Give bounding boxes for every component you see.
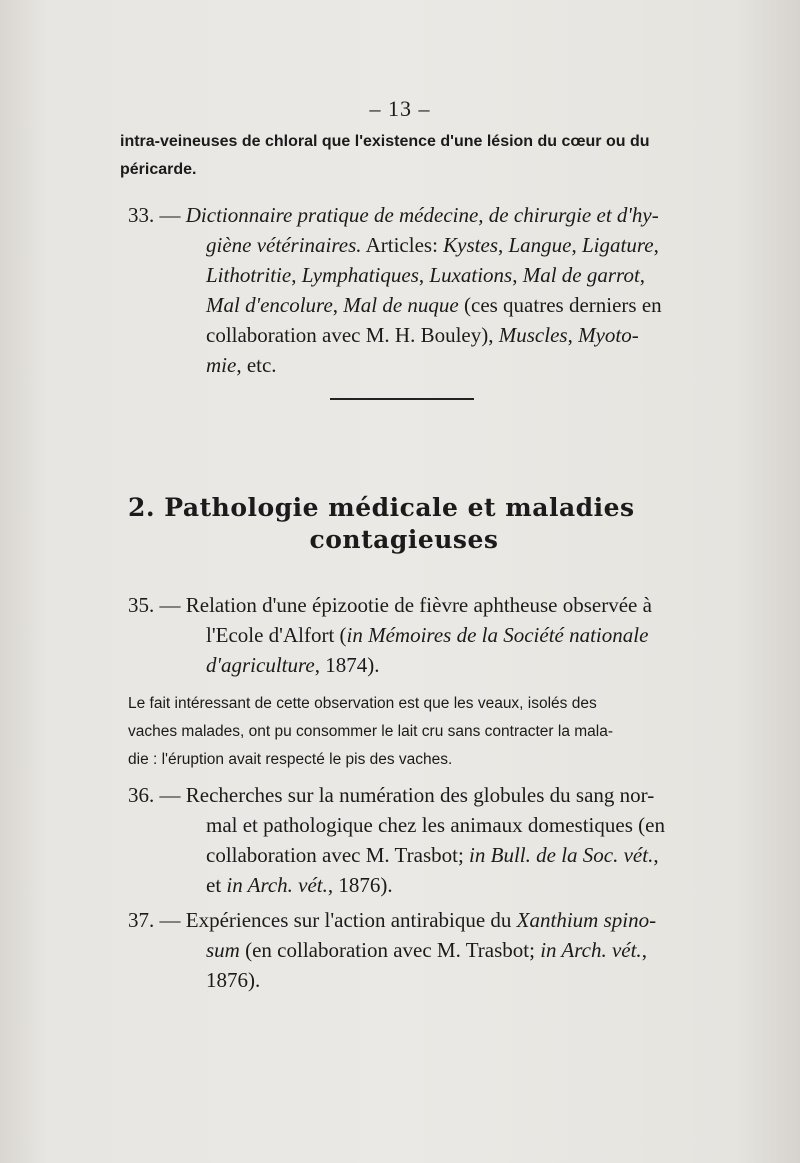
entry-33-line-2: giène vétérinaires. Articles: Kystes, Langue, Ligature, (206, 233, 659, 257)
article-kystes: Kystes (443, 233, 498, 257)
entry-35-text-3a: d'agriculture (206, 653, 315, 677)
entry-33-line-3: Lithotritie, Lymphatiques, Luxations, Mal de garrot, (206, 263, 646, 287)
entry-37 (128, 905, 680, 995)
entry-37-text-2b: (en collaboration avec M. Trasbot; (239, 938, 541, 962)
entry-35-text-1: Relation d'une épizootie de fièvre aphtheuse observée à (180, 593, 652, 617)
entry-36 (128, 780, 680, 900)
entry-37-text-2a: sum (206, 938, 240, 962)
entry-33-etc: , etc. (236, 353, 277, 377)
entry-36-line-1 (128, 780, 680, 810)
entry-37-line-2 (128, 935, 680, 965)
article-lymphatiques: Lymphatiques (301, 263, 419, 287)
note-line-2: vaches malades, ont pu consommer le lait cru sans contracter la mala- (128, 723, 614, 740)
entry-37-text-1b: Xanthium spino- (516, 908, 657, 932)
section-title (128, 492, 680, 556)
entry-35 (128, 590, 680, 680)
entry-33-line-4: Mal d'encolure, Mal de nuque (ces quatres derniers en (206, 293, 662, 317)
entry-33-number: 33. — (128, 203, 181, 227)
entry-33-paren: (ces quatres derniers en (458, 293, 662, 317)
entry-33 (128, 200, 680, 380)
entry-36-text-3b: in Bull. de la Soc. vét. (469, 843, 654, 867)
entry-33-line-1 (128, 200, 680, 230)
entry-37-text-1a: Expériences sur l'action antirabique du (180, 908, 517, 932)
entry-33-title-2: giène vétérinaires. (206, 233, 362, 257)
article-lithotritie: Lithotritie (206, 263, 292, 287)
article-mal-de-nuque: Mal de nuque (343, 293, 459, 317)
article-muscles: Muscles (498, 323, 568, 347)
entry-33-title-1: Dictionnaire pratique de médecine, de chirurgie et d'hy- (185, 203, 659, 227)
article-mal-de-garrot: Mal de garrot (522, 263, 640, 287)
section-title-line-1: 2. Pathologie médicale et maladies (128, 493, 635, 522)
intro-line-1: intra-veineuses de chloral que l'existence d'une lésion du cœur ou du (120, 133, 650, 150)
intro-paragraph (120, 128, 678, 184)
section-title-line-2: contagieuses (309, 525, 499, 554)
entry-35-line-2 (128, 620, 680, 650)
note-line-3: die : l'éruption avait respecté le pis des vaches. (128, 751, 453, 768)
article-luxations: Luxations (429, 263, 513, 287)
note-line-1: Le fait intéressant de cette observation est que les veaux, isolés des (128, 695, 597, 712)
entry-36-text-3c: , (653, 843, 659, 867)
entry-37-text-2d: , (641, 938, 647, 962)
entry-37-number: 37. — (128, 908, 181, 932)
entry-35-text-2b: in Mémoires de la Société nationale (346, 623, 649, 647)
page-number: – 13 – (369, 96, 431, 121)
entry-37-line-1 (128, 905, 680, 935)
entry-35-line-1 (128, 590, 680, 620)
entry-35-note (128, 690, 680, 774)
entry-36-text-4c: , 1876). (327, 873, 393, 897)
entry-37-line-3: 1876). (206, 968, 261, 992)
entry-36-line-2: mal et pathologique chez les animaux domestiques (en (206, 813, 665, 837)
separator-rule (330, 398, 474, 400)
entry-35-text-3b: , 1874). (314, 653, 380, 677)
entry-33-line-6 (128, 350, 680, 380)
article-langue: Langue (508, 233, 572, 257)
entry-33-line-5: collaboration avec M. H. Bouley), Muscles, Myoto- (206, 323, 639, 347)
entry-36-text-1: Recherches sur la numération des globules du sang nor- (180, 783, 655, 807)
entry-36-text-4a: et (206, 873, 227, 897)
intro-line-2: péricarde. (120, 161, 197, 178)
entry-36-text-4b: in Arch. vét. (226, 873, 328, 897)
entry-37-text-2c: in Arch. vét. (540, 938, 642, 962)
entry-36-number: 36. — (128, 783, 181, 807)
entry-35-line-3 (128, 650, 680, 680)
entry-33-articles: Articles: (361, 233, 444, 257)
article-mal-encolure: Mal d'encolure (206, 293, 333, 317)
entry-33-collab: collaboration avec M. H. Bouley), (206, 323, 499, 347)
article-ligature: Ligature (582, 233, 654, 257)
article-myotomie-1: Myoto- (578, 323, 639, 347)
entry-35-number: 35. — (128, 593, 181, 617)
entry-36-text-3a: collaboration avec M. Trasbot; (206, 843, 470, 867)
entry-35-text-2a: l'Ecole d'Alfort ( (206, 623, 347, 647)
entry-36-line-4 (128, 870, 680, 900)
article-myotomie-2: mie (206, 353, 237, 377)
entry-36-line-3 (128, 840, 680, 870)
